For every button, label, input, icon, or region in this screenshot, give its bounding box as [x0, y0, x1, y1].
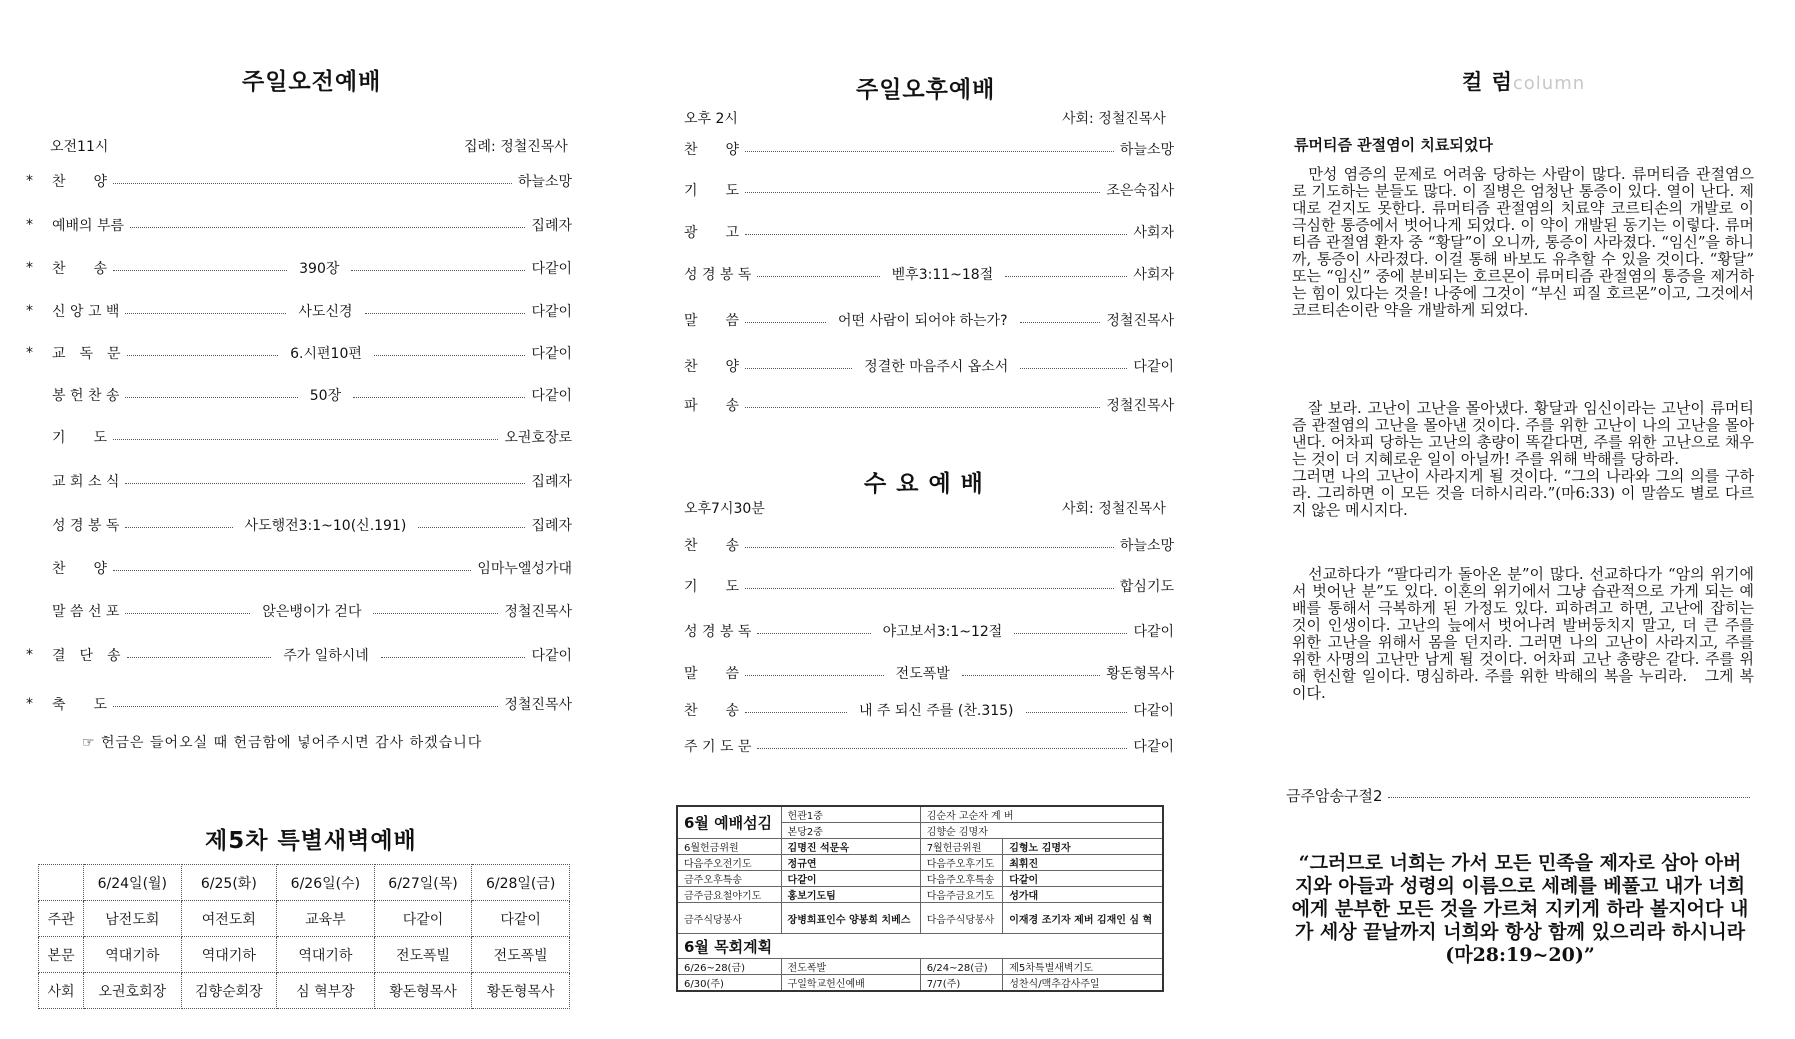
morning-order-row [26, 257, 572, 279]
leader-line [745, 368, 852, 369]
morning-order-row [26, 300, 572, 322]
table-cell: 6/26~28(금) [677, 959, 781, 975]
table-cell: 김명진 석문옥 [781, 839, 920, 855]
order-label: 결 단 송 [52, 648, 121, 664]
order-label: 찬 양 [52, 561, 108, 577]
standing-mark: * [26, 173, 33, 189]
leader-line [418, 527, 525, 528]
table-cell: 금주식당봉사 [677, 903, 781, 934]
table-cell: 교육부 [277, 901, 375, 937]
order-label: 찬 송 [684, 703, 740, 719]
leader-line [130, 227, 525, 228]
leader-line [113, 570, 471, 571]
leader-line [113, 706, 498, 707]
order-leader: 조은숙집사 [1106, 183, 1174, 199]
table-cell: 6/24~28(금) [920, 959, 1003, 975]
order-label: 말 씀 [684, 666, 740, 682]
dawn-title: 제5차 특별새벽예배 [205, 828, 417, 854]
order-leader: 다같이 [531, 304, 573, 320]
column-paragraph-2: 잘 보라. 고난이 고난을 몰아냈다. 황달과 임신이라는 고난이 류머티즘 관절염의 고난을 몰아낸 것이다. 주를 위한 고난이 나의 고난을 몰아낸다. 어차피 당하는 고난의 총량이 똑같다면, 주를 위한 고난으로 채우는 것이 더 지혜로운 일이 아닐까! 주를 위해 박해를 당하라. 그러면 나의 고난이 사라지게 될 것이다. “그의 나라와 그의 의를 구하라. 그리하면 이 모든 것을 더하시리라.”(마6:33) 이 말씀도 별로 다르지 않은 메시지다. [1292, 399, 1754, 519]
column-paragraph-3: 선교하다가 “팔다리가 돌아온 분”이 많다. 선교하다가 “암의 위기에서 벗어난 분”도 있다. 이혼의 위기에서 그냥 습관적으로 가게 되는 예배를 통해서 극복하게 된 가정도 있다. 피하려고 하면, 고난에 잡히는 것이 인생이다. 고난의 늪에서 벗어나려 발버둥치지 말고, 더 큰 주를 위한 고난을 위해서 몸을 던지라. 그러면 나의 고난이 사라지고, 주를 위한 사명의 고난만 남게 될 것이다. 어차피 고난 총량은 같다. 주를 위해 헌신할 일이다. 명심하라. 주를 위한 박해의 복을 누리라. 그게 복이다. [1292, 565, 1754, 702]
order-label: 교 독 문 [52, 346, 121, 362]
leader-line [125, 527, 232, 528]
order-label: 말 씀 [684, 313, 740, 329]
table-cell: 구일학교헌신예배 [781, 975, 920, 992]
table-cell: 사회 [39, 973, 84, 1009]
order-detail: 정결한 마음주시 옵소서 [864, 359, 1009, 375]
order-label: 성 경 봉 독 [684, 267, 752, 283]
table-cell: 6/30(주) [677, 975, 781, 992]
table-row [39, 937, 570, 973]
table-cell: 여전도회 [181, 901, 276, 937]
table-cell: 다음주식당봉사 [920, 903, 1003, 934]
afternoon-order-row [684, 263, 1174, 285]
table-cell: 전도폭빌 [374, 937, 472, 973]
leader-line [745, 675, 884, 676]
order-leader: 사회자 [1133, 225, 1174, 241]
morning-presider: 집례: 정철진목사 [464, 139, 568, 155]
table-cell: 금주금요철야기도 [677, 887, 781, 903]
order-label: 신 앙 고 백 [52, 304, 120, 320]
wednesday-order-row [684, 575, 1174, 597]
order-detail: 6.시편10편 [290, 346, 362, 362]
table-cell: 오권호회장 [84, 973, 182, 1009]
wednesday-order-row [684, 620, 1174, 642]
order-detail: 앉은뱅이가 걷다 [262, 604, 362, 620]
offering-note: ☞ 헌금은 들어오실 때 헌금함에 넣어주시면 감사 하겠습니다 [82, 735, 483, 751]
wednesday-order-row [684, 735, 1174, 757]
table-cell: 다음주오전기도 [677, 855, 781, 871]
order-label: 말 씀 선 포 [52, 604, 120, 620]
column-title-en: column [1512, 73, 1586, 94]
order-label: 봉 헌 찬 송 [52, 388, 120, 404]
table-row [677, 855, 1163, 871]
order-leader: 정철진목사 [504, 697, 572, 713]
standing-mark: * [26, 647, 33, 663]
table-cell: 7월헌금위원 [920, 839, 1003, 855]
order-label: 찬 양 [684, 142, 740, 158]
morning-order-row [26, 514, 572, 536]
dawn-schedule-table [38, 864, 570, 1009]
leader-line [757, 633, 870, 634]
table-cell: 금주오후특송 [677, 871, 781, 887]
table-row [677, 871, 1163, 887]
table-cell: 정규연 [781, 855, 920, 871]
afternoon-presider: 사회: 정철진목사 [1062, 111, 1166, 127]
leader-line [757, 276, 879, 277]
standing-mark: * [26, 303, 33, 319]
order-label: 예배의 부름 [52, 218, 125, 234]
table-cell: 6월헌금위원 [677, 839, 781, 855]
afternoon-order-row [684, 309, 1174, 331]
leader-line [1020, 322, 1101, 323]
order-leader: 사회자 [1133, 267, 1174, 283]
leader-line [125, 483, 525, 484]
leader-line [962, 675, 1101, 676]
table-cell: 역대기하 [277, 937, 375, 973]
order-leader: 임마누엘성가대 [477, 561, 572, 577]
table-cell: 역대기하 [181, 937, 276, 973]
header-cell: 6/25(화) [181, 865, 276, 901]
header-cell: 6/24일(월) [84, 865, 182, 901]
column-title [1462, 66, 1585, 96]
morning-order-row [26, 214, 572, 236]
afternoon-time: 오후 2시 [684, 111, 738, 127]
memory-verse: “그러므로 너희는 가서 모든 민족을 제자로 삼아 아버지와 아들과 성령의 이름으로 세례를 베풀고 내가 너희에게 분부한 모든 것을 가르쳐 지키게 하라 볼지어다 내가 세상 끝날까지 너희와 항상 함께 있으리라 하시니라(마28:19~20)” [1291, 852, 1749, 966]
order-label: 성 경 봉 독 [52, 518, 120, 534]
morning-order-row [26, 426, 572, 448]
standing-mark: * [26, 345, 33, 361]
leader-line [113, 270, 287, 271]
standing-mark: * [26, 217, 33, 233]
leader-line [374, 355, 526, 356]
leader-line [1026, 712, 1128, 713]
morning-order-row [26, 470, 572, 492]
order-leader: 정철진목사 [1106, 313, 1175, 329]
standing-mark: * [26, 260, 33, 276]
leader-line [353, 397, 525, 398]
order-detail: 내 주 되신 주를 (찬.315) [858, 703, 1014, 719]
table-cell: 김향순 김명자 [920, 823, 1163, 839]
june-schedule-table [676, 805, 1164, 992]
order-label: 교 회 소 식 [52, 474, 120, 490]
order-leader: 하늘소망 [1119, 538, 1174, 554]
order-label: 광 고 [684, 225, 740, 241]
table-cell: 주관 [39, 901, 84, 937]
table-cell: 심 혁부장 [277, 973, 375, 1009]
order-detail: 사도신경 [298, 304, 353, 320]
leader-line [125, 313, 286, 314]
table-cell: 김순자 고순자 계 버 [920, 806, 1163, 823]
table-row [677, 887, 1163, 903]
table-cell: 다음주금요기도 [920, 887, 1003, 903]
leader-line [745, 234, 1127, 235]
header-cell [39, 865, 84, 901]
afternoon-order-row [684, 179, 1174, 201]
table-cell: 최휘진 [1003, 855, 1163, 871]
order-leader: 하늘소망 [517, 174, 572, 190]
order-label: 축 도 [52, 697, 108, 713]
leader-line [745, 712, 847, 713]
table-cell: 황돈형목사 [374, 973, 472, 1009]
table-cell: 다음주오후기도 [920, 855, 1003, 871]
order-detail: 야고보서3:1~12절 [882, 624, 1003, 640]
leader-line [113, 439, 498, 440]
morning-order-row [26, 342, 572, 364]
table-row [39, 973, 570, 1009]
table-cell: 다같이 [781, 871, 920, 887]
order-leader: 정철진목사 [504, 604, 573, 620]
morning-order-row [26, 600, 572, 622]
leader-line [125, 397, 297, 398]
table-cell: 7/7(주) [920, 975, 1003, 992]
table-row [677, 934, 1163, 959]
wednesday-order-row [684, 699, 1174, 721]
order-leader: 황돈형목사 [1106, 666, 1175, 682]
leader-line [125, 613, 250, 614]
order-leader: 다같이 [531, 388, 572, 404]
leader-line [745, 322, 826, 323]
afternoon-order-row [684, 394, 1174, 416]
order-leader: 오권호장로 [504, 430, 572, 446]
order-label: 기 도 [684, 183, 740, 199]
order-detail: 50장 [309, 388, 342, 404]
order-label: 주 기 도 문 [684, 739, 752, 755]
table-cell: 성찬식/맥추감사주일 [1003, 975, 1163, 992]
verse-label-row [1286, 784, 1756, 806]
order-detail: 어떤 사람이 되어야 하는가? [837, 313, 1008, 329]
table-row [677, 959, 1163, 975]
column-title-ko: 컬 럼 [1462, 70, 1513, 94]
leader-line [127, 657, 272, 658]
morning-order-row [26, 693, 572, 715]
leader-line [365, 313, 526, 314]
wednesday-order-row [684, 534, 1174, 556]
order-detail: 벧후3:11~18절 [891, 267, 994, 283]
order-leader: 합심기도 [1119, 579, 1174, 595]
order-detail: 주가 일하시네 [283, 648, 369, 664]
serve-title: 6월 예배섬김 [677, 806, 781, 839]
wednesday-presider: 사회: 정철진목사 [1062, 501, 1166, 517]
table-cell: 홍보기도팀 [781, 887, 920, 903]
leader-line [745, 547, 1114, 548]
order-label: 파 송 [684, 398, 740, 414]
leader-line [113, 183, 512, 184]
order-label: 찬 양 [684, 359, 740, 375]
table-cell: 이재경 조기자 제버 김재인 심 혁 [1003, 903, 1163, 934]
column-heading: 류머티즘 관절염이 치료되었다 [1294, 136, 1493, 154]
header-cell: 6/26일(수) [277, 865, 375, 901]
leader-line [757, 748, 1127, 749]
morning-order-row [26, 644, 572, 666]
table-cell: 장병희표인수 양봉희 치베스 [781, 903, 920, 934]
order-label: 기 도 [52, 430, 108, 446]
morning-order-row [26, 557, 572, 579]
leader-line [1005, 276, 1127, 277]
order-leader: 다같이 [1133, 624, 1175, 640]
table-cell: 황돈형목사 [472, 973, 570, 1009]
order-label: 찬 양 [52, 174, 108, 190]
order-label: 찬 송 [684, 538, 740, 554]
table-cell: 본문 [39, 937, 84, 973]
order-detail: 390장 [299, 261, 340, 277]
table-cell: 역대기하 [84, 937, 182, 973]
order-leader: 하늘소망 [1119, 142, 1174, 158]
afternoon-order-row [684, 138, 1174, 160]
table-cell: 본당2중 [781, 823, 920, 839]
leader-line [381, 657, 526, 658]
leader-line [1388, 797, 1750, 798]
afternoon-order-row [684, 221, 1174, 243]
table-header-row [39, 865, 570, 901]
column-paragraph-1: 만성 염증의 문제로 어려움 당하는 사람이 많다. 류머티즘 관절염으로 기도하는 분들도 많다. 이 질병은 엄청난 통증이 있다. 열이 난다. 제대로 걷지도 못한다. 류머티즘 관절염의 치료약 코르티손의 개발로 이 극심한 통증에서 벗어나게 되었다. 이 약이 개발된 동기는 이렇다. 류머티즘 관절염 환자 중 “황달”이 오니까, 통증이 사라졌다. “임신”을 하니까, 통증이 사라졌다. 이걸 통해 바보도 유추할 수 있을 것이다. “황달” 또는 “임신” 중에 분비되는 호르몬이 류머티즘 관절염의 통증을 제거하는 힘이 있다는 것을! 나중에 그것이 “부신 피질 호르몬”이고, 그것에서 코르티손이란 약을 개발하게 되었다. [1292, 165, 1754, 319]
table-cell: 성가대 [1003, 887, 1163, 903]
table-cell: 제5차특별새벽기도 [1003, 959, 1163, 975]
order-leader: 다같이 [1133, 703, 1174, 719]
afternoon-title: 주일오후예배 [856, 77, 996, 103]
order-leader: 집례자 [531, 474, 572, 490]
standing-mark: * [26, 696, 33, 712]
table-cell: 김향순회장 [181, 973, 276, 1009]
leader-line [745, 192, 1100, 193]
header-cell: 6/28일(금) [472, 865, 570, 901]
morning-order-row [26, 170, 572, 192]
order-label: 찬 송 [52, 261, 108, 277]
wednesday-title: 수 요 예 배 [864, 471, 984, 497]
wednesday-order-row [684, 662, 1174, 684]
order-detail: 전도폭발 [895, 666, 950, 682]
table-cell: 다같이 [374, 901, 472, 937]
table-cell: 다음주오후특송 [920, 871, 1003, 887]
order-leader: 다같이 [1133, 359, 1174, 375]
table-cell: 남전도회 [84, 901, 182, 937]
morning-order-row [26, 384, 572, 406]
header-cell: 6/27일(목) [374, 865, 472, 901]
table-cell: 다같이 [472, 901, 570, 937]
leader-line [127, 355, 279, 356]
table-cell: 전도폭빌 [472, 937, 570, 973]
order-label: 성 경 봉 독 [684, 624, 752, 640]
order-leader: 집례자 [531, 518, 573, 534]
afternoon-order-row [684, 355, 1174, 377]
leader-line [745, 407, 1100, 408]
leader-line [1020, 368, 1127, 369]
table-row [677, 839, 1163, 855]
table-cell: 헌관1중 [781, 806, 920, 823]
leader-line [373, 613, 498, 614]
order-leader: 다같이 [531, 261, 573, 277]
leader-line [1014, 633, 1127, 634]
order-leader: 다같이 [1133, 739, 1174, 755]
verse-label: 금주암송구절2 [1286, 786, 1383, 805]
table-row [677, 975, 1163, 992]
leader-line [351, 270, 525, 271]
table-cell: 전도폭발 [781, 959, 920, 975]
table-row [677, 903, 1163, 934]
leader-line [745, 588, 1114, 589]
table-row [39, 901, 570, 937]
plan-title: 6월 목회계획 [677, 934, 1163, 959]
order-detail: 사도행전3:1~10(신.191) [244, 518, 407, 534]
table-cell: 다같이 [1003, 871, 1163, 887]
morning-title: 주일오전예배 [242, 69, 382, 95]
table-row [677, 806, 1163, 823]
wednesday-time: 오후7시30분 [684, 501, 765, 517]
order-label: 기 도 [684, 579, 740, 595]
order-leader: 다같이 [531, 346, 572, 362]
order-leader: 다같이 [531, 648, 573, 664]
morning-time: 오전11시 [50, 139, 109, 155]
order-leader: 정철진목사 [1106, 398, 1174, 414]
leader-line [745, 151, 1114, 152]
table-cell: 김형노 김명자 [1003, 839, 1163, 855]
order-leader: 집례자 [531, 218, 572, 234]
